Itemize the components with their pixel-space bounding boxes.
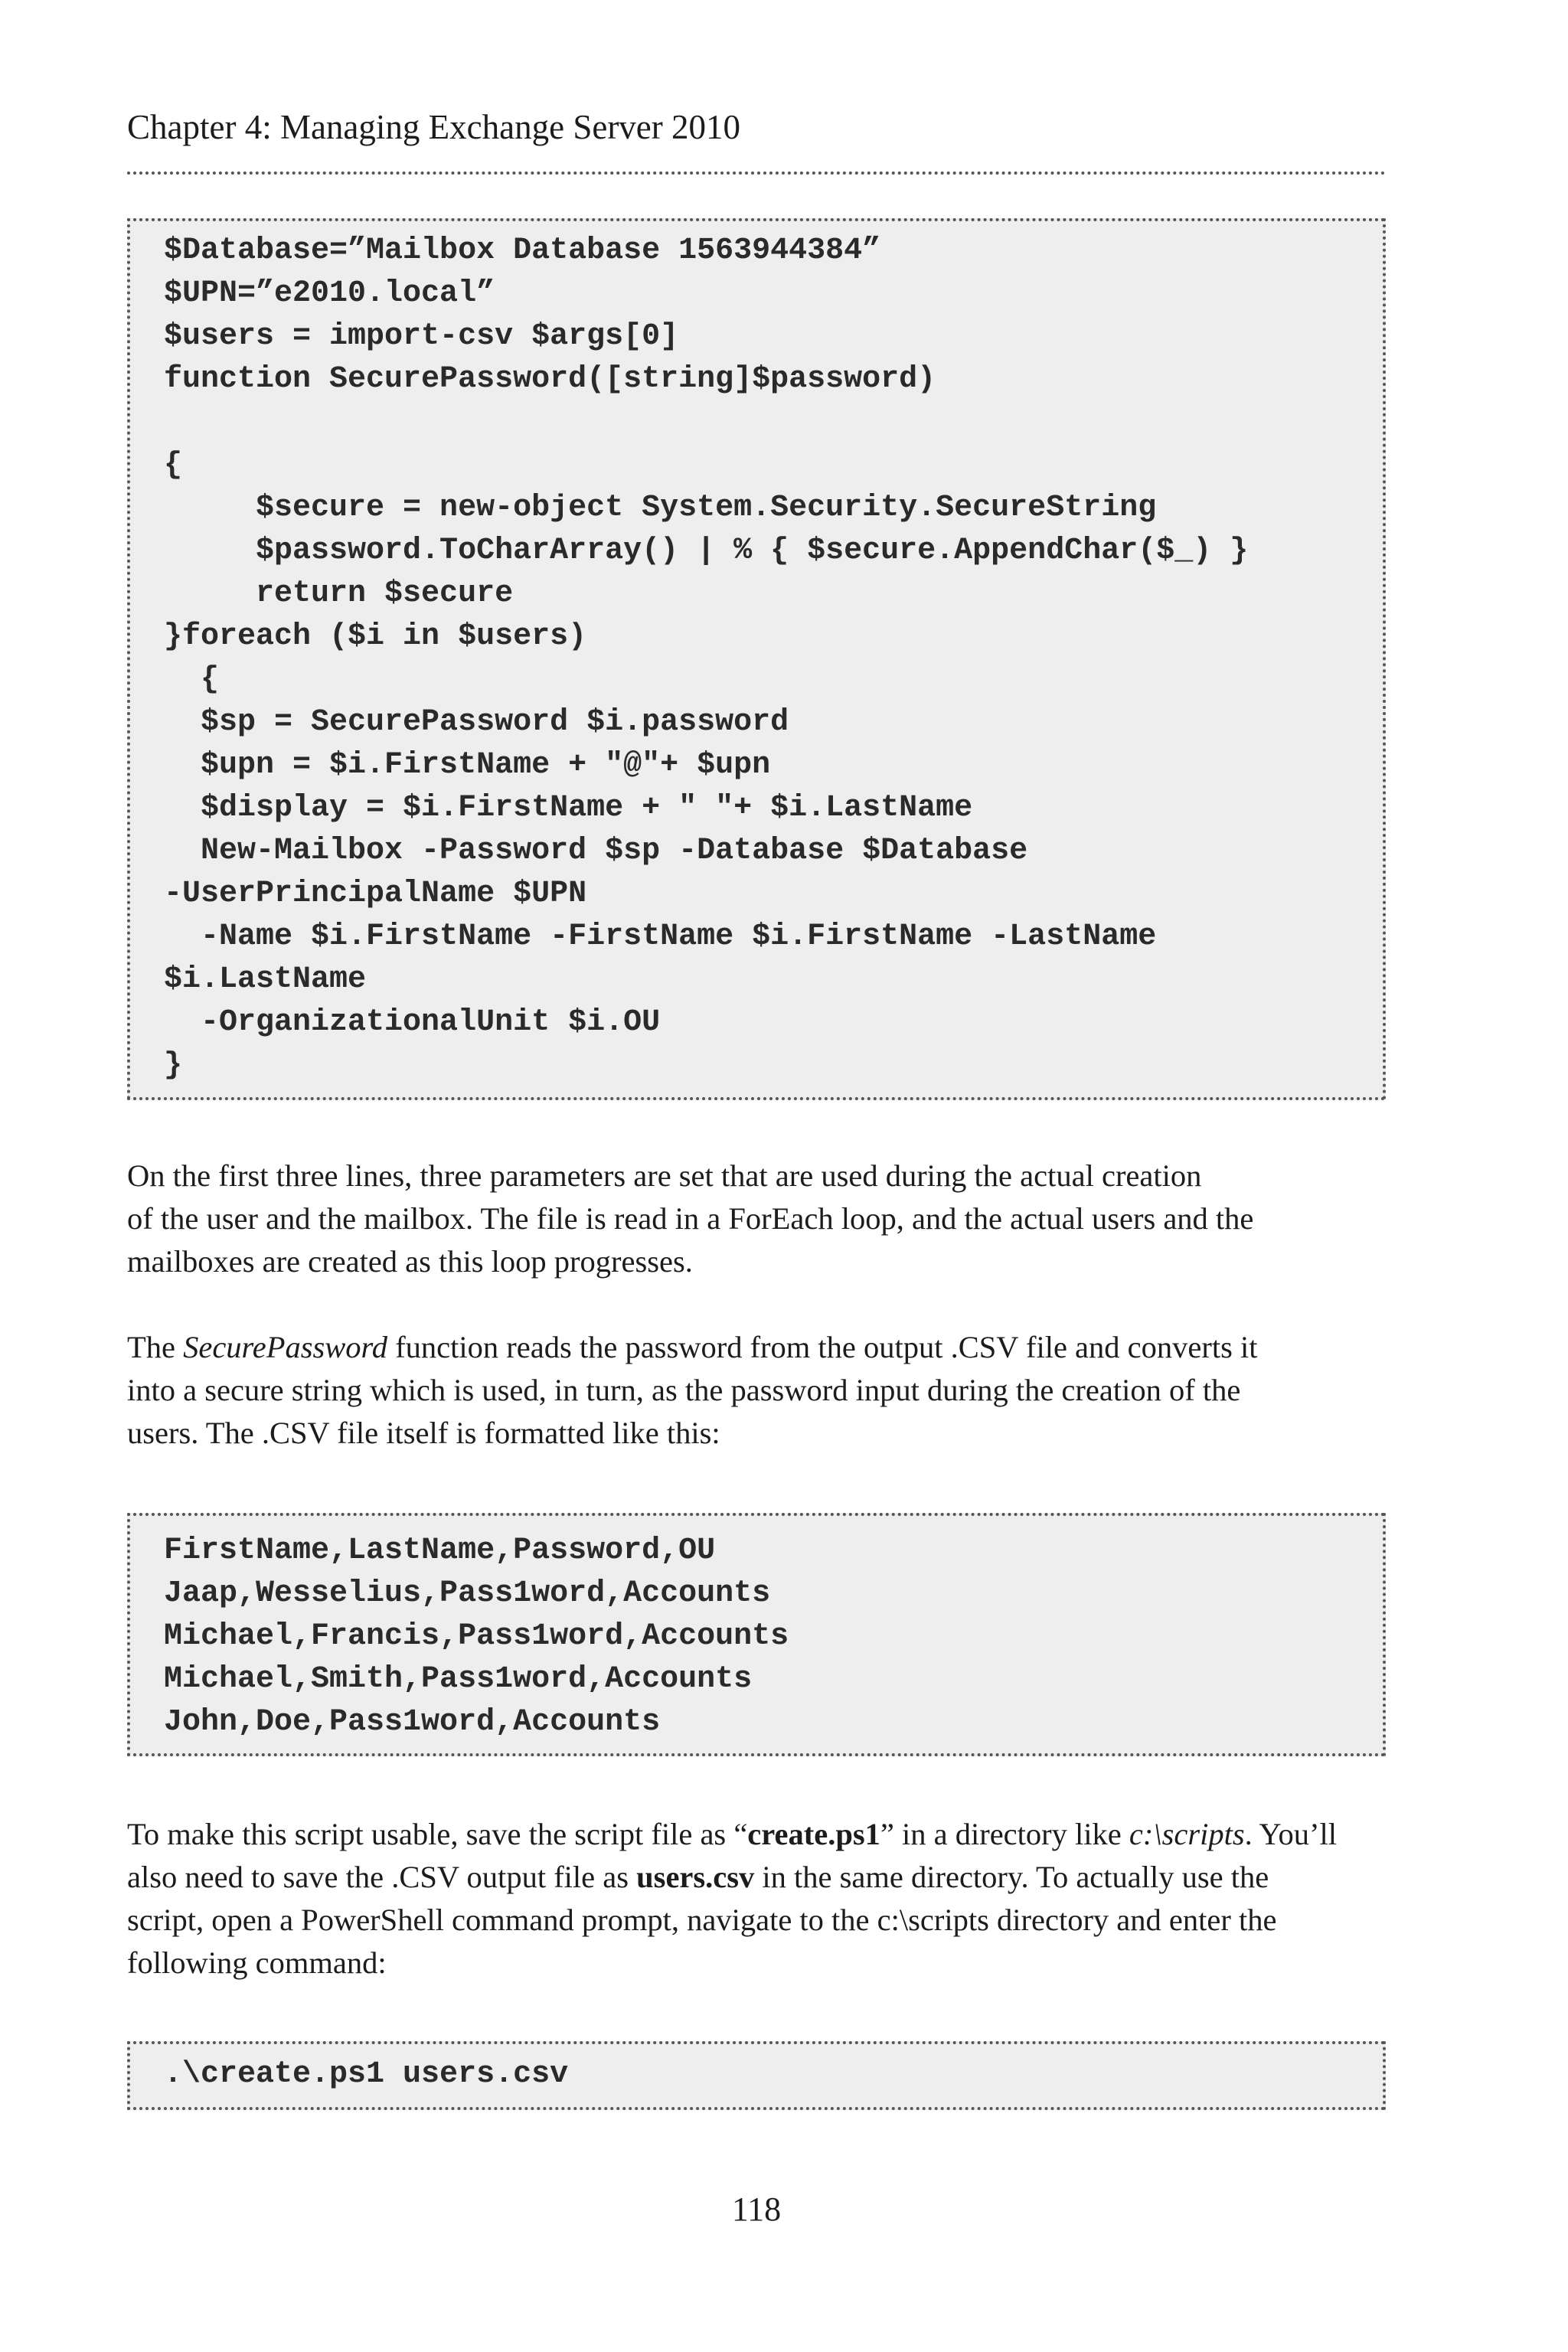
code-line: $password.ToCharArray() | % { $secure.AppendChar($_) } bbox=[164, 534, 1249, 568]
text-run: The bbox=[127, 1330, 184, 1364]
text-line: users. The .CSV file itself is formatted like this: bbox=[127, 1416, 720, 1450]
code-line: $users = import-csv $args[0] bbox=[164, 319, 679, 354]
page-number: 118 bbox=[731, 2190, 782, 2228]
code-line: } bbox=[164, 1048, 183, 1083]
code-line bbox=[164, 401, 1383, 444]
code-line: -Name $i.FirstName -FirstName $i.FirstName -LastName bbox=[164, 920, 1157, 954]
code-line: Jaap,Wesselius,Pass1word,Accounts bbox=[164, 1576, 771, 1611]
running-head: Chapter 4: Managing Exchange Server 2010 bbox=[127, 108, 741, 146]
text-run: also need to save the .CSV output file as bbox=[127, 1860, 637, 1894]
code-line: FirstName,LastName,Password,OU bbox=[164, 1534, 716, 1568]
text-line: mailboxes are created as this loop progresses. bbox=[127, 1244, 693, 1279]
paragraph-usage bbox=[127, 1813, 1386, 1984]
code-block-script bbox=[127, 218, 1386, 1100]
text-line: into a secure string which is used, in turn, as the password input during the creation of the bbox=[127, 1373, 1241, 1407]
path-italic: c:\scripts bbox=[1129, 1817, 1245, 1851]
code-block-csv bbox=[127, 1513, 1386, 1756]
code-line: -OrganizationalUnit $i.OU bbox=[164, 1005, 661, 1040]
paragraph-explanation bbox=[127, 1155, 1386, 1283]
code-line: return $secure bbox=[164, 577, 514, 611]
text-line bbox=[127, 1856, 1386, 1899]
text-run: To make this script usable, save the script file as “ bbox=[127, 1817, 748, 1851]
code-line: New-Mailbox -Password $sp -Database $Database bbox=[164, 834, 1028, 868]
code-line: function SecurePassword([string]$password) bbox=[164, 362, 936, 397]
code-line: .\create.ps1 users.csv bbox=[164, 2057, 569, 2092]
book-page bbox=[127, 0, 1386, 2352]
text-line: following command: bbox=[127, 1945, 387, 1980]
code-line: $upn = $i.FirstName + "@"+ $upn bbox=[164, 748, 771, 782]
code-line: $Database=”Mailbox Database 1563944384” bbox=[164, 234, 881, 268]
code-line: $display = $i.FirstName + " "+ $i.LastName bbox=[164, 791, 973, 825]
code-block-command bbox=[127, 2041, 1386, 2110]
code-line: $secure = new-object System.Security.SecureString bbox=[164, 491, 1157, 525]
code-line: Michael,Smith,Pass1word,Accounts bbox=[164, 1662, 753, 1697]
text-line bbox=[127, 1813, 1386, 1856]
code-line: $sp = SecurePassword $i.password bbox=[164, 705, 789, 740]
code-line: $i.LastName bbox=[164, 962, 367, 997]
text-line: On the first three lines, three parameters are set that are used during the actual creation bbox=[127, 1158, 1202, 1193]
text-line bbox=[127, 1326, 1386, 1369]
header-rule bbox=[127, 172, 1386, 175]
code-line: }foreach ($i in $users) bbox=[164, 619, 587, 654]
text-run: ” in a directory like bbox=[880, 1817, 1129, 1851]
paragraph-securepassword bbox=[127, 1326, 1386, 1455]
text-line: of the user and the mailbox. The file is read in a ForEach loop, and the actual users and the bbox=[127, 1201, 1254, 1236]
filename-bold: users.csv bbox=[636, 1860, 755, 1894]
text-run: function reads the password from the output .CSV file and converts it bbox=[387, 1330, 1258, 1364]
function-name-italic: SecurePassword bbox=[183, 1330, 388, 1364]
code-line: { bbox=[164, 662, 220, 697]
code-line: Michael,Francis,Pass1word,Accounts bbox=[164, 1619, 789, 1654]
code-line: John,Doe,Pass1word,Accounts bbox=[164, 1705, 661, 1740]
code-line: -UserPrincipalName $UPN bbox=[164, 877, 587, 911]
filename-bold: create.ps1 bbox=[747, 1817, 880, 1851]
text-run: . You’ll bbox=[1244, 1817, 1338, 1851]
text-line: script, open a PowerShell command prompt, navigate to the c:\scripts directory and enter the bbox=[127, 1903, 1277, 1937]
code-line: $UPN=”e2010.local” bbox=[164, 276, 495, 311]
text-run: in the same directory. To actually use the bbox=[754, 1860, 1269, 1894]
code-line: { bbox=[164, 448, 183, 482]
